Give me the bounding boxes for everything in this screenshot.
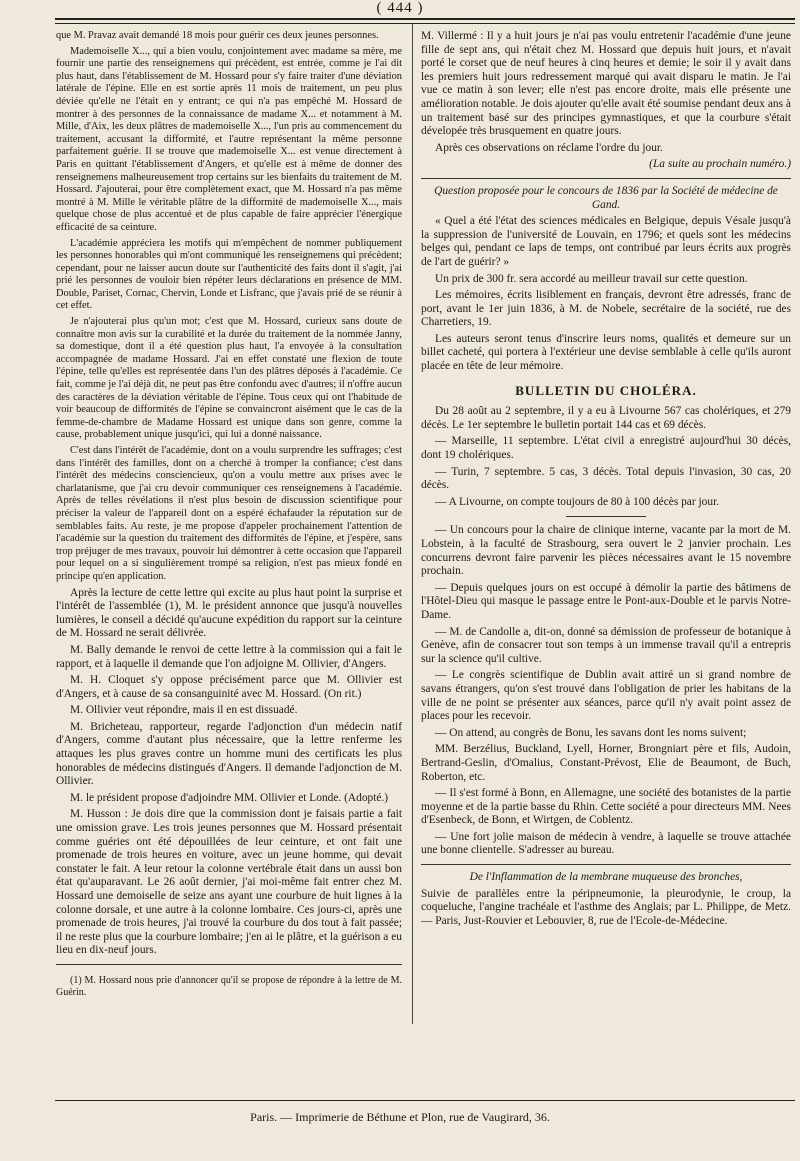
- news-paragraph: — Un concours pour la chaire de clinique interne, vacante par la mort de M. Lobstein, à la faculté de Strasbourg, sera ouvert le 2 janvier prochain. Les concurrens devront faire parvenir les pièces nécessaires avant le 15 novembre prochain.: [421, 524, 791, 578]
- news-paragraph: — Le congrès scientifique de Dublin avait attiré un si grand nombre de savans étrangers, qu'on s'est trouvé dans l'obligation de prier les habitans de la ville de ne point se présenter aux séances, parce qu'il n'y avait point assez de places pour les recevoir.: [421, 669, 791, 723]
- bulletin-paragraph: — Marseille, 11 septembre. L'état civil a enregistré aujourd'hui 30 décès, dont 19 cholériques.: [421, 435, 791, 462]
- left-paragraph: que M. Pravaz avait demandé 18 mois pour guérir ces deux jeunes personnes.: [56, 30, 379, 41]
- question-paragraph: Les mémoires, écrits lisiblement en français, devront être adressés, franc de port, avant le 1er juin 1836, à M. de Nobele, secrétaire de la société, rue des Charretiers, 19.: [421, 289, 791, 329]
- right-paragraph: Après ces observations on réclame l'ordre du jour.: [435, 141, 663, 154]
- question-title: Question proposée pour le concours de 1836 par la Société de médecine de Gand.: [434, 184, 778, 211]
- news-paragraph: MM. Berzélius, Buckland, Lyell, Horner, Brongniart père et fils, Audoin, Bertrand-Geslin, d'Omalius, Constant-Prévost, Elie de Beaumont, de Buch, Roberton, etc.: [421, 743, 791, 783]
- printer-footer: Paris. — Imprimerie de Béthune et Plon, rue de Vaugirard, 36.: [250, 1110, 550, 1124]
- section-rule: [421, 864, 791, 865]
- news-paragraph: — On attend, au congrès de Bonu, les savans dont les noms suivent;: [435, 726, 747, 739]
- bulletin-title: BULLETIN DU CHOLÉRA.: [515, 382, 697, 398]
- left-column: [56, 30, 402, 1002]
- column-divider: [412, 24, 413, 1024]
- right-paragraph: M. Villermé : Il y a huit jours je n'ai pas voulu entretenir l'académie d'une jeune fille de sept ans, qui n'était chez M. Hossard que depuis huit jours, et n'avait porté le corset que de neuf heures à cinq heures et demie; le soir il y avait dans les premiers huit jours redressement marqué qui avait disparu le matin. Je l'ai vue ce matin à son lever; elle n'est pas encore droite, mais elle présente une amélioration notable. Je dois ajouter qu'elle avait été soumise pendant deux ans à un traitement basé sur des principes gymnastiques, et que la courbure s'était dévelopée très brusquement en quatre jours.: [421, 30, 791, 138]
- question-paragraph: « Quel a été l'état des sciences médicales en Belgique, depuis Vésale jusqu'à la suppression de l'université de Louvain, en 1796; et quels sont les médecins belges qui, pendant ce laps de temps, ont contribué par leurs écrits aux progrès de l'art de guérir? »: [421, 215, 791, 268]
- left-paragraph: Mademoiselle X..., qui a bien voulu, conjointement avec madame sa mère, me fournir une partie des renseignemens qui précèdent, est entrée, comme je l'ai dit plus haut, dans l'établissement de M. Hossard pour s'y faire traiter d'une déviation latérale de l'épine. Elle en est sortie après 11 mois de traitement, un peu plus déviée qu'elle ne l'était en y entrant; ce qui n'a pas empêché M. Hossard de montrer à des personnes de la connaissance de madame X... et notamment à M. Mille, d'Aix, les deux plâtres de mademoiselle X..., l'un pris au commencement du traitement, accusant la difformité, et l'autre représentant la même personne parfaitement guérie. Il se trouve que mademoiselle X... est venue directement à Paris en quittant l'établissement d'Angers, et qu'elle est à même de donner des renseignemens malheureusement trop certains sur les bienfaits du traitement de M. Hossard. J'ajouterai, pour être complètement exact, que M. Hossard n'a pas même montré à M. Mille le véritable plâtre de la difformité de mademoiselle X..., mais quelque chose de plus accentué et de plus capable de faire apprécier l'énergique efficacité de sa ceinture.: [56, 45, 402, 233]
- question-paragraph: Un prix de 300 fr. sera accordé au meilleur travail sur cette question.: [435, 272, 748, 285]
- to-be-continued: (La suite au prochain numéro.): [649, 158, 791, 171]
- left-paragraph-large: M. le président propose d'adjoindre MM. Ollivier et Londe. (Adopté.): [70, 791, 389, 804]
- news-paragraph: — M. de Candolle a, dit-on, donné sa démission de professeur de botanique à Genève, afin de consacrer tout son temps à un immense travail qu'il a entrepris sur la science qu'il cultive.: [421, 625, 791, 665]
- bulletin-paragraph: — A Livourne, on compte toujours de 80 à 100 décès par jour.: [435, 495, 720, 508]
- book-text: Suivie de parallèles entre la péripneumonie, la pleurodynie, le croup, la coqueluche, l'angine trachéale et l'asthme des Anglais; par L. Philippe, de Metz. — Paris, Just-Rouvier et Lebouvier, 8, rue de l'Ecole-de-Médecine.: [421, 887, 791, 927]
- page-number: ( 444 ): [376, 0, 424, 16]
- left-paragraph-large: M. Husson : Je dois dire que la commission dont je faisais partie a fait une omission grave. Les trois jeunes personnes que M. Hossard présentait comme guéries ont été dépouillées de leur ceinture, et ont fait une promenade de trois heures en voiture, avec un jeune homme, qui devait constater le fait. A leur retour la colonne vertébrale était dans un aussi bon état qu'auparavant. Le 26 août dernier, j'ai moi-même fait entrer chez M. Hossard une demoiselle de seize ans ayant une courbure de huit lignes à la colonne dorsale, et une autre à la colonne lombaire. Ces jours-ci, après une promenade de trois heures, j'ai trouvé la courbure du dos tout à fait passée; il ne reste plus que la courbure lombaire; j'en ai le plâtre, et la guérison a eu lieu en dix-neuf jours.: [56, 808, 402, 957]
- header-rule: [55, 18, 795, 24]
- book-title: De l'Inflammation de la membrane muqueuse des bronches,: [469, 871, 743, 884]
- left-paragraph-large: M. Bricheteau, rapporteur, regarde l'adjonction d'un médecin natif d'Angers, comme d'autant plus nécessaire, que la lettre renferme les attaques les plus graves contre un homme muni des certificats les plus honorables de médecins distingués d'Angers. Il demande l'adjonction de M. Ollivier.: [56, 720, 402, 788]
- news-paragraph: — Depuis quelques jours on est occupé à démolir la partie des bâtimens de l'Hôtel-Dieu qui masque le passage entre le Pont-aux-Double et le parvis Notre-Dame.: [421, 581, 791, 621]
- news-paragraph: — Une fort jolie maison de médecin à vendre, à laquelle se trouve attachée une bonne clientelle. S'adresser au bureau.: [421, 830, 791, 857]
- question-paragraph: Les auteurs seront tenus d'inscrire leurs noms, qualités et demeure sur un billet cacheté, qui portera à l'extérieur une devise semblable à celle qu'ils auront placée en tête de leur mémoire.: [421, 332, 791, 373]
- section-rule: [421, 178, 791, 179]
- short-rule: [566, 516, 646, 517]
- left-paragraph-large: M. H. Cloquet s'y oppose précisément parce que M. Ollivier est d'Angers, et à cause de sa consanguinité avec M. Hossard. (On rit.): [56, 674, 402, 700]
- bulletin-paragraph: — Turin, 7 septembre. 5 cas, 3 décès. Total depuis l'invasion, 30 cas, 20 décès.: [421, 465, 791, 492]
- footnote: (1) M. Hossard nous prie d'annoncer qu'il se propose de répondre à la lettre de M. Guérin.: [56, 974, 402, 998]
- left-paragraph: C'est dans l'intérêt de l'académie, dont on a voulu surprendre les suffrages; c'est dans l'intérêt des familles, dont on a cherché à tromper la confiance; c'est dans l'intérêt des médecins consciencieux, qu'on a voulu mettre aux prises avec le charlatanisme, que j'ai cru devoir communiquer ces renseignemens à l'académie. Après de telles révélations il n'est plus besoin de discussion scientifique pour préciser la valeur de l'appareil dont on a espéré échafauder la réputation sur de semblables faits. Au reste, je me propose d'appeler prochainement l'attention de l'académie sur la question du traitement des difformités de l'épine, et j'espère, sans trop préjuger de mes travaux, pouvoir lui démontrer à cette occasion que l'appareil pour lequel on a si singulièrement trompé sa religion, n'est pas mieux fondé en principe qu'en application.: [56, 445, 402, 582]
- footnote-rule: [56, 964, 402, 965]
- footer-rule: [55, 1100, 795, 1101]
- left-paragraph-large: M. Bally demande le renvoi de cette lettre à la commission qui a fait le rapport, et à laquelle il demande que l'on adjoigne M. Ollivier, d'Angers.: [56, 643, 402, 670]
- left-paragraph: Je n'ajouterai plus qu'un mot; c'est que M. Hossard, curieux sans doute de connaître mon avis sur la curabilité et la durée du traitement de la nommée Janny, sa domestique, dont il a été question plus haut, l'a envoyée à la consultation accompagnée de madame Hossard. J'ai en effet constaté une flexion de toute l'épine, telle qu'elles est représentée dans l'un des plâtres déposés à l'académie. Ce fait, comme je l'ai déjà dit, ne peut pas être confondu avec d'autres; il n'offre aucun des caractères de la déviation véritable de l'épine. Tous ceux qui ont l'habitude de voir beaucoup de difformités de l'épine se convaincront aisément que le cas de la femme-de-chambre de Madame Hossard est unique dans son genre, comme la cause, probablement unique jusqu'ici, qui lui a donné naissance.: [56, 316, 402, 441]
- left-paragraph: L'académie appréciera les motifs qui m'empêchent de nommer publiquement les personnes honorables qui m'ont communiqué les renseignemens qui précèdent; cependant, pour ne laisser aucun doute sur l'authenticité des faits dont il s'agit, j'ai prié les personnes de vouloir bien répéter leurs déclarations en présence de MM. Double, Pariset, Cornac, Chervin, Londe et Lisfranc, que j'avais prié de se réunir à cet effet.: [56, 237, 402, 312]
- news-paragraph: — Il s'est formé à Bonn, en Allemagne, une société des botanistes de la partie moyenne et de la partie basse du Rhin. Cette société a pour directeurs MM. Nees d'Esenbeck, de Bonn, et Wirtgen, de Coblentz.: [421, 787, 791, 827]
- right-column: [421, 30, 791, 931]
- bulletin-paragraph: Du 28 août au 2 septembre, il y a eu à Livourne 567 cas cholériques, et 279 décès. Le 1er septembre le bulletin portait 144 cas et 69 décès.: [421, 405, 791, 431]
- left-paragraph-large: Après la lecture de cette lettre qui excite au plus haut point la surprise et l'intérêt de l'assemblée (1), M. le président annonce que jusqu'à nouvelles lumières, le conseil a décidé qu'aucune expédition du rapport sur la ceinture de M. Hossard ne serait délivrée.: [56, 586, 402, 640]
- left-paragraph-large: M. Ollivier veut répondre, mais il en est dissuadé.: [70, 704, 298, 717]
